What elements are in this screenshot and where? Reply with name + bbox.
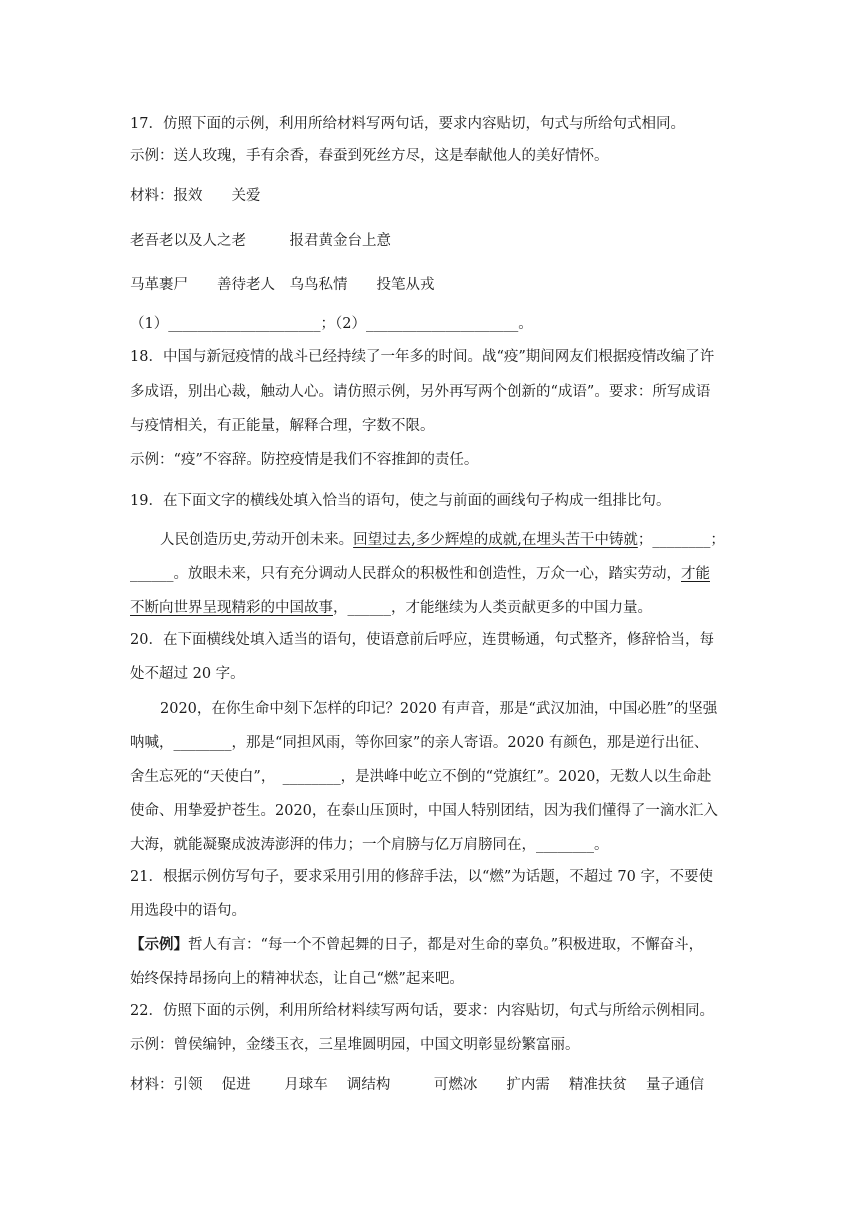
q21-example-line-2: 始终保持昂扬向上的精神状态，让自己“燃”起来吧。 — [130, 971, 464, 987]
q19-paragraph-line-2 — [130, 564, 710, 584]
q19-paragraph-line-1 — [160, 530, 725, 550]
q21-example-line-1 — [130, 935, 703, 955]
q17-example: 示例：送人玫瑰，手有余香，春蚕到死丝方尽，这是奉献他人的美好情怀。 — [130, 148, 609, 164]
q19-p1-underlined: 回望过去,多少辉煌的成就,在埋头苦干中铸就 — [353, 532, 638, 548]
q20-paragraph-line-3: 舍生忘死的“天使白”， ________，是洪峰中屹立不倒的“党旗红”。2020，无数人以生命赴 — [130, 769, 712, 785]
q18-line-3: 与疫情相关，有正能量，解释合理，字数不限。 — [130, 418, 435, 434]
q21-example-tag: 【示例】 — [130, 936, 188, 953]
q17-answer-line: （1）_____________________；（2）_____________________。 — [130, 316, 533, 332]
q18-line-1: 18．中国与新冠疫情的战斗已经持续了一年多的时间。战“疫”期间网友们根据疫情改编了许 — [130, 349, 715, 365]
q17-material-1: 材料：报效 关爱 — [130, 188, 261, 204]
q22-material: 材料：引领 促进 月球车 调结构 可燃冰 扩内需 精准扶贫 量子通信 — [130, 1077, 705, 1093]
q19-p3-plain: ，______，才能继续为人类贡献更多的中国力量。 — [333, 600, 652, 616]
q18-line-2: 多成语，别出心裁，触动人心。请仿照示例，另外再写两个创新的“成语”。要求：所写成语 — [130, 384, 711, 400]
q19-p1-blank: ；________； — [637, 532, 725, 548]
q17-material-2: 老吾老以及人之老 报君黄金台上意 — [130, 233, 391, 249]
q20-line-2: 处不超过 20 字。 — [130, 666, 245, 682]
q22-stem: 22．仿照下面的示例，利用所给材料续写两句话，要求：内容贴切，句式与所给示例相同。 — [130, 1003, 714, 1019]
q19-p3-underlined: 不断向世界呈现精彩的中国故事 — [130, 600, 333, 616]
q21-example-text: 哲人有言：“每一个不曾起舞的日子，都是对生命的辜负。”积极进取，不懈奋斗， — [188, 937, 704, 953]
q20-paragraph-line-2: 呐喊，________，那是“同担风雨，等你回家”的亲人寄语。2020 有颜色，那是逆行出征、 — [130, 735, 709, 751]
q20-paragraph-line-1: 2020，在你生命中刻下怎样的印记？2020 有声音，那是“武汉加油，中国必胜”的坚强 — [160, 701, 718, 717]
q19-p2-underlined: 才能 — [681, 566, 710, 582]
q19-stem: 19．在下面文字的横线处填入恰当的语句，使之与前面的画线句子构成一组排比句。 — [130, 493, 671, 509]
q17-material-3: 马革裹尸 善待老人 乌鸟私情 投笔从戎 — [130, 277, 435, 293]
q20-paragraph-line-5: 大海，就能凝聚成波涛澎湃的伟力；一个肩膀与亿万肩膀同在，________。 — [130, 837, 609, 853]
q19-paragraph-line-3 — [130, 598, 652, 618]
q18-example: 示例：“疫”不容辞。防控疫情是我们不容推卸的责任。 — [130, 452, 479, 468]
q19-p2-plain: ______。放眼未来，只有充分调动人民群众的积极性和创造性，万众一心，踏实劳动， — [130, 566, 681, 582]
q21-line-2: 用选段中的语句。 — [130, 903, 246, 919]
q17-stem: 17．仿照下面的示例，利用所给材料写两句话，要求内容贴切，句式与所给句式相同。 — [130, 116, 685, 132]
q20-line-1: 20．在下面横线处填入适当的语句，使语意前后呼应，连贯畅通，句式整齐，修辞恰当，每 — [130, 632, 714, 648]
q22-example: 示例：曾侯编钟，金缕玉衣，三星堆圆明园，中国文明彰显纷繁富丽。 — [130, 1037, 580, 1053]
q21-line-1: 21．根据示例仿写句子，要求采用引用的修辞手法，以“燃”为话题，不超过 70 字，不要使 — [130, 869, 713, 885]
q19-p1-plain: 人民创造历史,劳动开创未来。 — [160, 532, 354, 548]
q20-paragraph-line-4: 使命、用挚爱护苍生。2020，在泰山压顶时，中国人特别团结，因为我们懂得了一滴水汇入 — [130, 803, 718, 819]
